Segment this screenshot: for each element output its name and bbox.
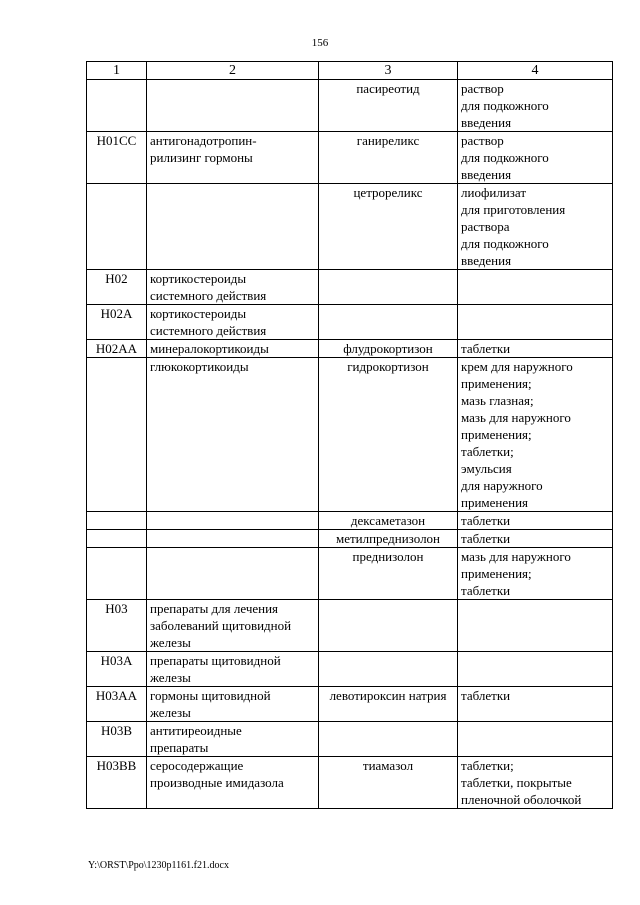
column-header: 1 [87, 62, 147, 80]
table-row [87, 132, 613, 184]
drug-name: дексаметазон [319, 512, 458, 530]
dosage-forms: таблетки; таблетки, покрытые пленочной оболочкой [458, 757, 613, 809]
table-row [87, 305, 613, 340]
table-row [87, 358, 613, 512]
table-header-row [87, 62, 613, 80]
drug-name [319, 600, 458, 652]
table-row [87, 757, 613, 809]
dosage-forms: лиофилизат для приготовления раствора для подкожного введения [458, 184, 613, 270]
table-row [87, 687, 613, 722]
drug-name: цетрореликс [319, 184, 458, 270]
atc-code: H03B [87, 722, 147, 757]
group-name [147, 548, 319, 600]
group-name [147, 530, 319, 548]
drug-name [319, 270, 458, 305]
drug-name: преднизолон [319, 548, 458, 600]
drug-name: метилпреднизолон [319, 530, 458, 548]
group-name: препараты для лечения заболеваний щитовидной железы [147, 600, 319, 652]
table-row [87, 652, 613, 687]
group-name: глюкокортикоиды [147, 358, 319, 512]
dosage-forms: таблетки [458, 687, 613, 722]
drug-name [319, 305, 458, 340]
atc-code: H02 [87, 270, 147, 305]
dosage-forms [458, 652, 613, 687]
group-name: кортикостероиды системного действия [147, 270, 319, 305]
atc-code [87, 530, 147, 548]
drug-name: ганиреликс [319, 132, 458, 184]
drug-name [319, 652, 458, 687]
group-name: кортикостероиды системного действия [147, 305, 319, 340]
atc-code [87, 548, 147, 600]
group-name: серосодержащие производные имидазола [147, 757, 319, 809]
drug-name: левотироксин натрия [319, 687, 458, 722]
atc-code: H03 [87, 600, 147, 652]
column-header: 3 [319, 62, 458, 80]
group-name: гормоны щитовидной железы [147, 687, 319, 722]
dosage-forms: мазь для наружного применения; таблетки [458, 548, 613, 600]
group-name: минералокортикоиды [147, 340, 319, 358]
footer-file-path: Y:\ORST\Ppo\1230p1161.f21.docx [88, 860, 229, 871]
atc-code [87, 184, 147, 270]
table-row [87, 340, 613, 358]
dosage-forms: раствор для подкожного введения [458, 80, 613, 132]
group-name [147, 184, 319, 270]
group-name: препараты щитовидной железы [147, 652, 319, 687]
column-header: 4 [458, 62, 613, 80]
group-name: антитиреоидные препараты [147, 722, 319, 757]
table-row [87, 530, 613, 548]
page-number: 156 [311, 37, 329, 49]
dosage-forms [458, 305, 613, 340]
atc-code: H03BB [87, 757, 147, 809]
dosage-forms [458, 722, 613, 757]
table-row [87, 722, 613, 757]
table-row [87, 184, 613, 270]
atc-code: H01CC [87, 132, 147, 184]
dosage-forms: таблетки [458, 530, 613, 548]
drug-name: гидрокортизон [319, 358, 458, 512]
atc-code [87, 80, 147, 132]
dosage-forms [458, 600, 613, 652]
table-row [87, 600, 613, 652]
dosage-forms: таблетки [458, 512, 613, 530]
drug-name [319, 722, 458, 757]
dosage-forms: раствор для подкожного введения [458, 132, 613, 184]
atc-code: H02A [87, 305, 147, 340]
atc-code: H02AA [87, 340, 147, 358]
table-row [87, 512, 613, 530]
group-name: антигонадотропин- рилизинг гормоны [147, 132, 319, 184]
drug-name: пасиреотид [319, 80, 458, 132]
drug-table [86, 61, 613, 809]
atc-code [87, 512, 147, 530]
dosage-forms: крем для наружного применения; мазь глазная; мазь для наружного применения; таблетки; эмульсия для наружного применения [458, 358, 613, 512]
table-row [87, 80, 613, 132]
dosage-forms [458, 270, 613, 305]
drug-name: тиамазол [319, 757, 458, 809]
dosage-forms: таблетки [458, 340, 613, 358]
group-name [147, 512, 319, 530]
column-header: 2 [147, 62, 319, 80]
table-row [87, 270, 613, 305]
drug-name: флудрокортизон [319, 340, 458, 358]
atc-code: H03A [87, 652, 147, 687]
atc-code [87, 358, 147, 512]
table-row [87, 548, 613, 600]
group-name [147, 80, 319, 132]
atc-code: H03AA [87, 687, 147, 722]
